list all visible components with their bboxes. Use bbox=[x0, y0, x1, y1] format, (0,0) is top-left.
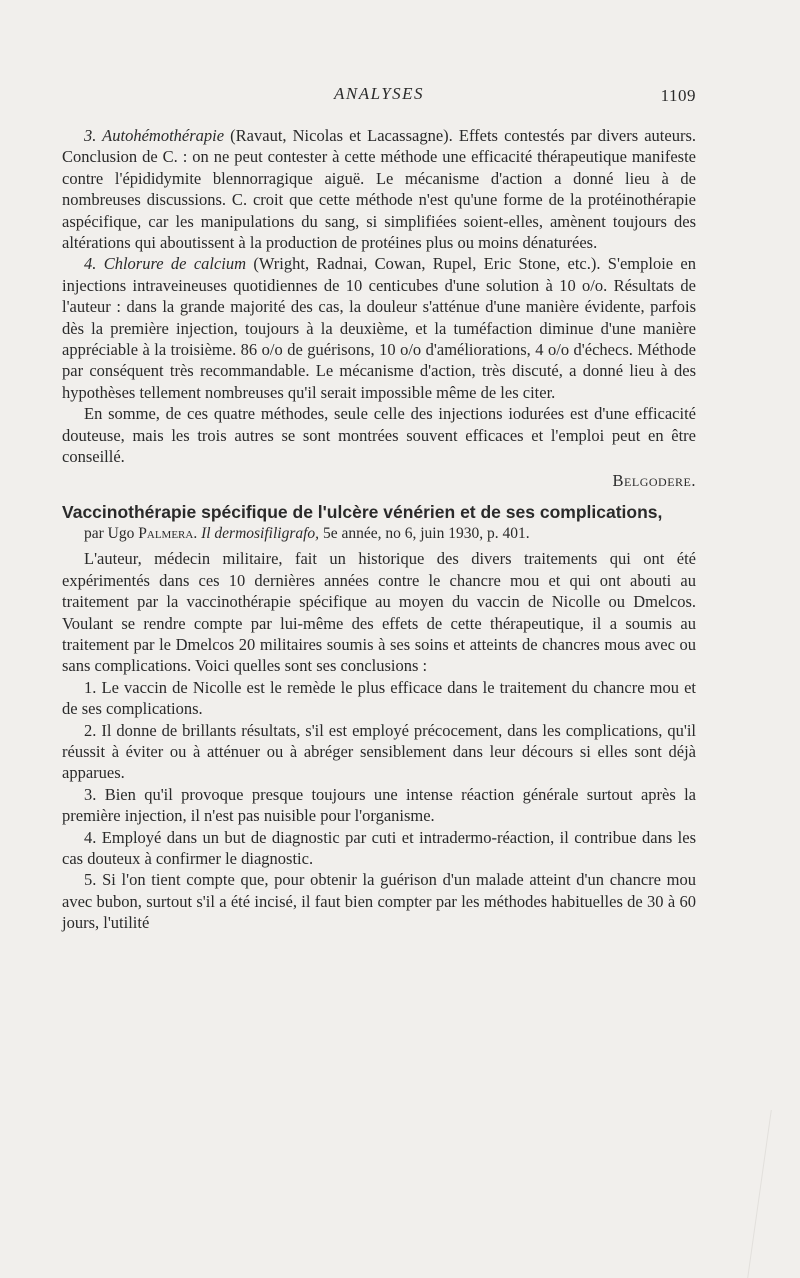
paragraph-intro: L'auteur, médecin militaire, fait un historique des divers traitements qui ont été expérimentés dans ces 10 dernières années contre le chancre mou et qui ont abouti au traitement par la vaccinothérapie spécifique au moyen du vaccin de Nicolle ou Dmelcos. Voulant se rendre compte par lui-même des effets de cette thérapeutique, il a soumis au traitement par le Dmelcos 20 militaires soumis à ses soins et atteints de chancres mous avec ou sans complications. Voici quelles sont ses conclusions : bbox=[62, 549, 696, 676]
paragraph-summary: En somme, de ces quatre méthodes, seule celle des injections iodurées est d'une efficacité douteuse, mais les trois autres se sont montrées souvent efficaces et l'emploi peut en être conseillé. bbox=[62, 404, 696, 467]
paragraph-chlorure-calcium bbox=[62, 253, 696, 403]
page-header bbox=[62, 84, 696, 108]
paragraph-text: (Ravaut, Nicolas et Lacassagne). Effets contestés par divers auteurs. Conclusion de C. : on ne peut contester à cette méthode une efficacité thérapeutique manifeste contre l'épididymite blennorragique aiguë. Le mécanisme d'action a donné lieu à de nombreuses discussions. C. croit que cette méthode n'est qu'une forme de la protéinothérapie aspécifique, car les manipulations du sang, si simplifiées soient-elles, amènent toujours des altérations qui aboutissent à la production de protéines plus ou moins dénaturées. bbox=[62, 126, 697, 253]
paragraph-lead: 4. Chlorure de calcium bbox=[84, 254, 247, 274]
citation-journal: Il dermosifiligrafo, bbox=[201, 524, 320, 542]
conclusion-item: 3. Bien qu'il provoque presque toujours une intense réaction générale surtout après la première injection, il n'est pas nuisible pour l'organisme. bbox=[62, 784, 696, 826]
body-text bbox=[62, 125, 696, 934]
article-citation bbox=[62, 523, 696, 544]
citation-details: 5e année, no 6, juin 1930, p. 401. bbox=[322, 524, 530, 542]
citation-author: Palmera. bbox=[138, 524, 198, 542]
citation-prefix: par Ugo bbox=[84, 524, 135, 542]
conclusion-item: 5. Si l'on tient compte que, pour obtenir la guérison d'un malade atteint d'un chancre mou avec bubon, surtout s'il a été incisé, il faut bien compter par les méthodes habituelles de 30 à 60 jours, l'utilité bbox=[62, 870, 696, 933]
conclusion-item: 2. Il donne de brillants résultats, s'il est employé précocement, dans les complications, qu'il réussit à éviter ou à atténuer ou à abréger sensiblement dans leur décours si elles sont déjà apparues. bbox=[62, 720, 696, 783]
conclusion-item: 1. Le vaccin de Nicolle est le remède le plus efficace dans le traitement du chancre mou et de ses complications. bbox=[62, 677, 696, 719]
article-title: Vaccinothérapie spécifique de l'ulcère vénérien et de ses complications, bbox=[62, 501, 663, 522]
paragraph-text: (Wright, Radnai, Cowan, Rupel, Eric Stone, etc.). S'emploie en injections intraveineuses quotidiennes de 10 centicubes d'une solution à 10 o/o. Résultats de l'auteur : dans la grande majorité des cas, la douleur s'atténue d'une manière évidente, parfois dès la première injection, toujours à la deuxième, et la tuméfaction diminue d'une manière appréciable à la troisième. 86 o/o de guérisons, 10 o/o d'améliorations, 4 o/o d'échecs. Méthode par conséquent très recommandable. Le mécanisme d'action, très discuté, a donné lieu à des hypothèses tellement nombreuses qu'il serait impossible même de les citer. bbox=[62, 254, 696, 402]
scan-edge-mark bbox=[747, 1110, 800, 1278]
author-signature: Belgodere. bbox=[612, 470, 696, 490]
page-number: 1109 bbox=[660, 86, 696, 105]
running-title: ANALYSES bbox=[333, 84, 425, 103]
paragraph-lead: 3. Autohémothérapie bbox=[84, 126, 225, 145]
paragraph-autohemotherapie bbox=[62, 125, 696, 253]
conclusion-item: 4. Employé dans un but de diagnostic par cuti et intradermo-réaction, il contribue dans les cas douteux à confirmer le diagnostic. bbox=[62, 827, 696, 868]
